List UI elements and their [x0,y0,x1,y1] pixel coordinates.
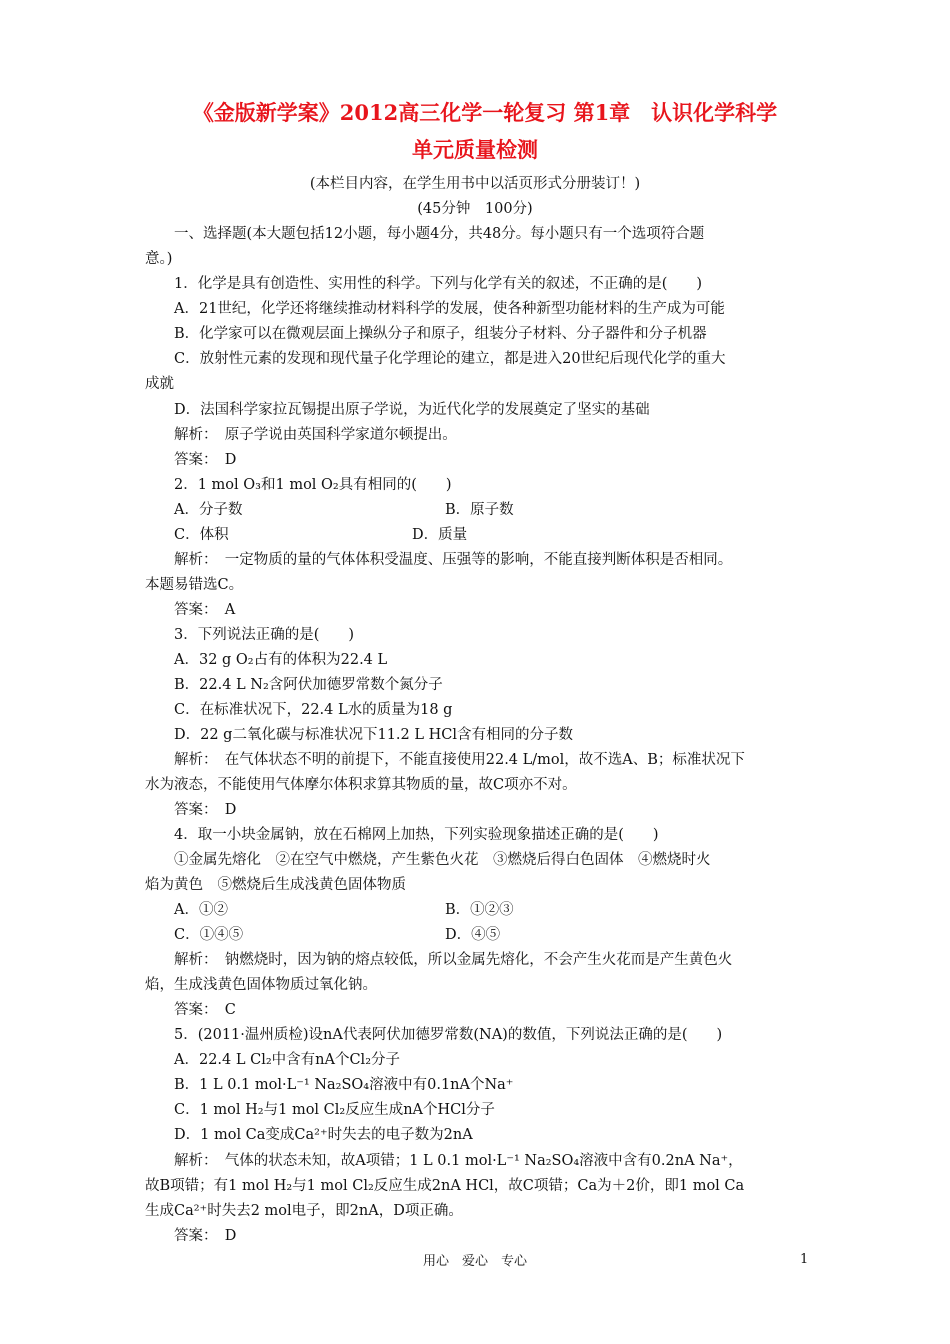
q2-option-d: D．质量 [412,527,468,543]
q4-option-d: D．④⑤ [445,927,501,943]
q2-option-a: A．分子数 [174,502,243,518]
q3-option-c: C．在标准状况下，22.4 L水的质量为18 g [174,702,453,718]
q3-explanation: 解析： 在气体状态不明的前提下，不能直接使用22.4 L/mol，故不选A、B；标准状况下 [174,752,745,768]
q1-stem: 1．化学是具有创造性、实用性的科学。下列与化学有关的叙述，不正确的是( ) [174,276,703,292]
page-number: 1 [800,1252,809,1267]
q4-explanation-cont: 焰，生成浅黄色固体物质过氧化钠。 [145,977,377,993]
q2-option-b: B．原子数 [445,502,514,518]
document-title-line1: 《金版新学案》2012高三化学一轮复习 第1章 认识化学科学 [192,100,778,125]
q4-option-b: B．①②③ [445,902,514,918]
q5-stem: 5．(2011·温州质检)设nA代表阿伏加德罗常数(NA)的数值，下列说法正确的是( ) [174,1027,723,1043]
q3-option-b: B．22.4 L N₂含阿伏加德罗常数个氮分子 [174,677,443,693]
q2-explanation: 解析： 一定物质的量的气体体积受温度、压强等的影响，不能直接判断体积是否相同。 [174,552,733,568]
q3-option-d: D．22 g二氧化碳与标准状况下11.2 L HCl含有相同的分子数 [174,727,573,743]
q1-option-b: B．化学家可以在微观层面上操纵分子和原子，组装分子材料、分子器件和分子机器 [174,326,707,342]
q2-stem: 2．1 mol O₃和1 mol O₂具有相同的( ) [174,477,452,493]
q1-option-a: A．21世纪，化学还将继续推动材料科学的发展，使各种新型功能材料的生产成为可能 [174,301,725,317]
q3-option-a: A．32 g O₂占有的体积为22.4 L [174,652,388,668]
q5-explanation-cont1: 故B项错；有1 mol H₂与1 mol Cl₂反应生成2nA HCl，故C项错；Ca为＋2价，即1 mol Ca [145,1178,745,1194]
section-heading-cont: 意。) [145,251,173,267]
q5-explanation-cont2: 生成Ca²⁺时失去2 mol电子，即2nA，D项正确。 [145,1203,463,1219]
q4-stem: 4．取一小块金属钠，放在石棉网上加热，下列实验现象描述正确的是( ) [174,827,659,843]
q5-option-a: A．22.4 L Cl₂中含有nA个Cl₂分子 [174,1052,401,1068]
q5-option-d: D．1 mol Ca变成Ca²⁺时失去的电子数为2nA [174,1127,473,1143]
q4-option-a: A．①② [174,902,228,918]
time-score: (45分钟 100分) [417,201,533,217]
q1-explanation: 解析： 原子学说由英国科学家道尔顿提出。 [174,427,457,443]
q1-answer: 答案： D [174,452,237,468]
q3-stem: 3．下列说法正确的是( ) [174,627,355,643]
footer-motto: 用心 爱心 专心 [422,1254,527,1269]
q1-option-c-cont: 成就 [145,376,174,392]
q5-answer: 答案： D [174,1228,237,1244]
q2-explanation-cont: 本题易错选C。 [145,577,244,593]
q4-explanation: 解析： 钠燃烧时，因为钠的熔点较低，所以金属先熔化，不会产生火花而是产生黄色火 [174,952,733,968]
q4-option-c: C．①④⑤ [174,927,244,943]
q1-option-c: C．放射性元素的发现和现代量子化学理论的建立，都是进入20世纪后现代化学的重大 [174,351,726,367]
binding-note: (本栏目内容，在学生用书中以活页形式分册装订！) [309,176,641,192]
q5-option-b: B．1 L 0.1 mol·L⁻¹ Na₂SO₄溶液中有0.1nA个Na⁺ [174,1077,514,1093]
q4-answer: 答案： C [174,1002,236,1018]
q2-answer: 答案： A [174,602,236,618]
q2-option-c: C．体积 [174,527,229,543]
q4-statements: ①金属先熔化 ②在空气中燃烧，产生紫色火花 ③燃烧后得白色固体 ④燃烧时火 [174,852,711,868]
q3-answer: 答案： D [174,802,237,818]
section-heading: 一、选择题(本大题包括12小题，每小题4分，共48分。每小题只有一个选项符合题 [174,226,705,242]
document-title-line2: 单元质量检测 [412,137,538,162]
q4-statements-cont: 焰为黄色 ⑤燃烧后生成浅黄色固体物质 [145,877,406,893]
q1-option-d: D．法国科学家拉瓦锡提出原子学说，为近代化学的发展奠定了坚实的基础 [174,402,650,418]
q5-explanation: 解析： 气体的状态未知，故A项错；1 L 0.1 mol·L⁻¹ Na₂SO₄溶液中含有0.2nA Na⁺， [174,1153,743,1169]
q3-explanation-cont: 水为液态，不能使用气体摩尔体积求算其物质的量，故C项亦不对。 [145,777,577,793]
q5-option-c: C．1 mol H₂与1 mol Cl₂反应生成nA个HCl分子 [174,1102,495,1118]
